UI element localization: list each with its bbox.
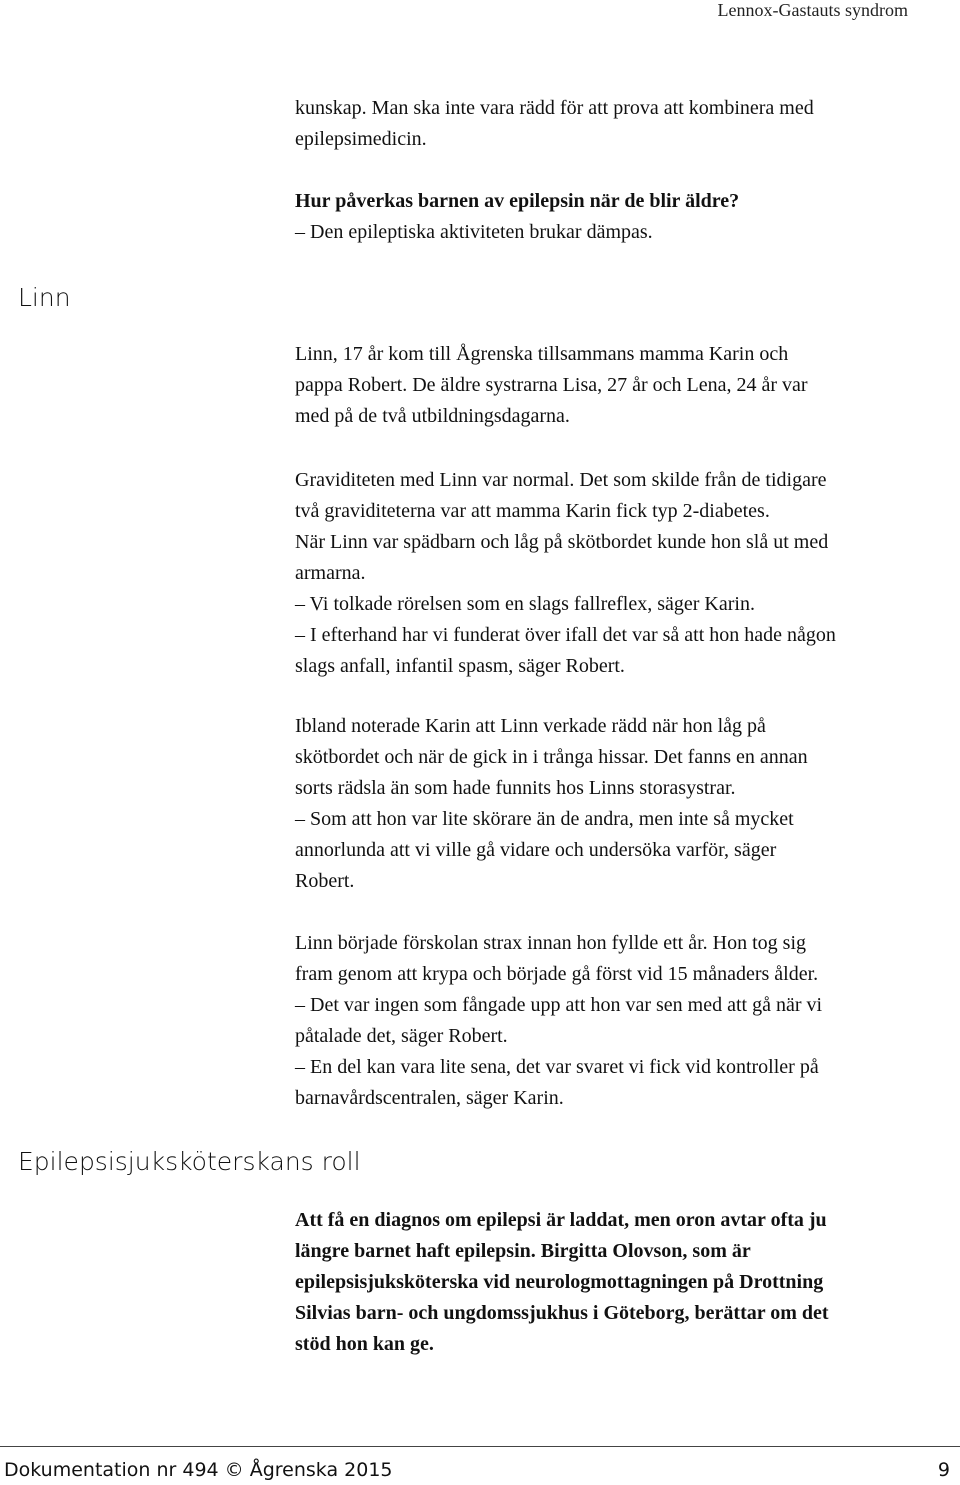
text-line: Graviditeten med Linn var normal. Det som skilde från de tidigare — [295, 469, 827, 491]
linn-paragraph-2 — [295, 465, 935, 682]
linn-paragraph-4 — [295, 928, 935, 1114]
text-line: stöd hon kan ge. — [295, 1333, 434, 1355]
text-line: längre barnet haft epilepsin. Birgitta Olovson, som är — [295, 1240, 751, 1262]
text-line: Linn började förskolan strax innan hon fyllde ett år. Hon tog sig — [295, 932, 807, 954]
text-line: med på de två utbildningsdagarna. — [295, 405, 570, 427]
text-line: – En del kan vara lite sena, det var svaret vi fick vid kontroller på — [295, 1056, 819, 1078]
intro-qa — [295, 186, 935, 248]
intro-line: kunskap. Man ska inte vara rädd för att prova att kombinera med — [295, 97, 814, 119]
text-line: – Det var ingen som fångade upp att hon var sen med att gå när vi — [295, 994, 823, 1016]
text-line: Att få en diagnos om epilepsi är laddat, men oron avtar ofta ju — [295, 1209, 827, 1231]
text-line: två graviditeterna var att mamma Karin fick typ 2-diabetes. — [295, 500, 770, 522]
intro-answer: – Den epileptiska aktiviteten brukar dämpas. — [295, 221, 653, 243]
running-header: Lennox-Gastauts syndrom — [717, 0, 908, 20]
text-line: sorts rädsla än som hade funnits hos Linns storasystrar. — [295, 777, 736, 799]
linn-paragraph-3 — [295, 711, 935, 897]
text-line: När Linn var spädbarn och låg på skötbordet kunde hon slå ut med — [295, 531, 829, 553]
linn-paragraph-1 — [295, 339, 935, 432]
footer-publication: Dokumentation nr 494 © Ågrenska 2015 — [4, 1459, 393, 1481]
text-line: – Vi tolkade rörelsen som en slags fallreflex, säger Karin. — [295, 593, 755, 615]
nurse-lead — [295, 1205, 935, 1360]
text-line: Ibland noterade Karin att Linn verkade rädd när hon låg på — [295, 715, 766, 737]
section-heading-linn: Linn — [18, 283, 71, 312]
text-line: skötbordet och när de gick in i trånga hissar. Det fanns en annan — [295, 746, 808, 768]
text-line: pappa Robert. De äldre systrarna Lisa, 27 år och Lena, 24 år var — [295, 374, 808, 396]
text-line: Robert. — [295, 870, 355, 892]
page-number: 9 — [937, 1459, 950, 1481]
text-line: Silvias barn- och ungdomssjukhus i Göteborg, berättar om det — [295, 1302, 829, 1324]
section-heading-nurse: Epilepsisjuksköterskans roll — [18, 1147, 361, 1176]
footer — [4, 1459, 950, 1481]
text-line: epilepsisjuksköterska vid neurologmottagningen på Drottning — [295, 1271, 824, 1293]
intro-line: epilepsimedicin. — [295, 128, 427, 150]
text-line: armarna. — [295, 562, 366, 584]
text-line: barnavårdscentralen, säger Karin. — [295, 1087, 564, 1109]
intro-block — [295, 93, 935, 155]
text-line: annorlunda att vi ville gå vidare och undersöka varför, säger — [295, 839, 777, 861]
text-line: Linn, 17 år kom till Ågrenska tillsammans mamma Karin och — [295, 343, 789, 365]
text-line: fram genom att krypa och började gå först vid 15 månaders ålder. — [295, 963, 819, 985]
text-line: slags anfall, infantil spasm, säger Robert. — [295, 655, 625, 677]
text-line: – I efterhand har vi funderat över ifall det var så att hon hade någon — [295, 624, 836, 646]
intro-question: Hur påverkas barnen av epilepsin när de blir äldre? — [295, 190, 740, 212]
text-line: – Som att hon var lite skörare än de andra, men inte så mycket — [295, 808, 794, 830]
text-line: påtalade det, säger Robert. — [295, 1025, 508, 1047]
footer-rule — [0, 1446, 960, 1447]
